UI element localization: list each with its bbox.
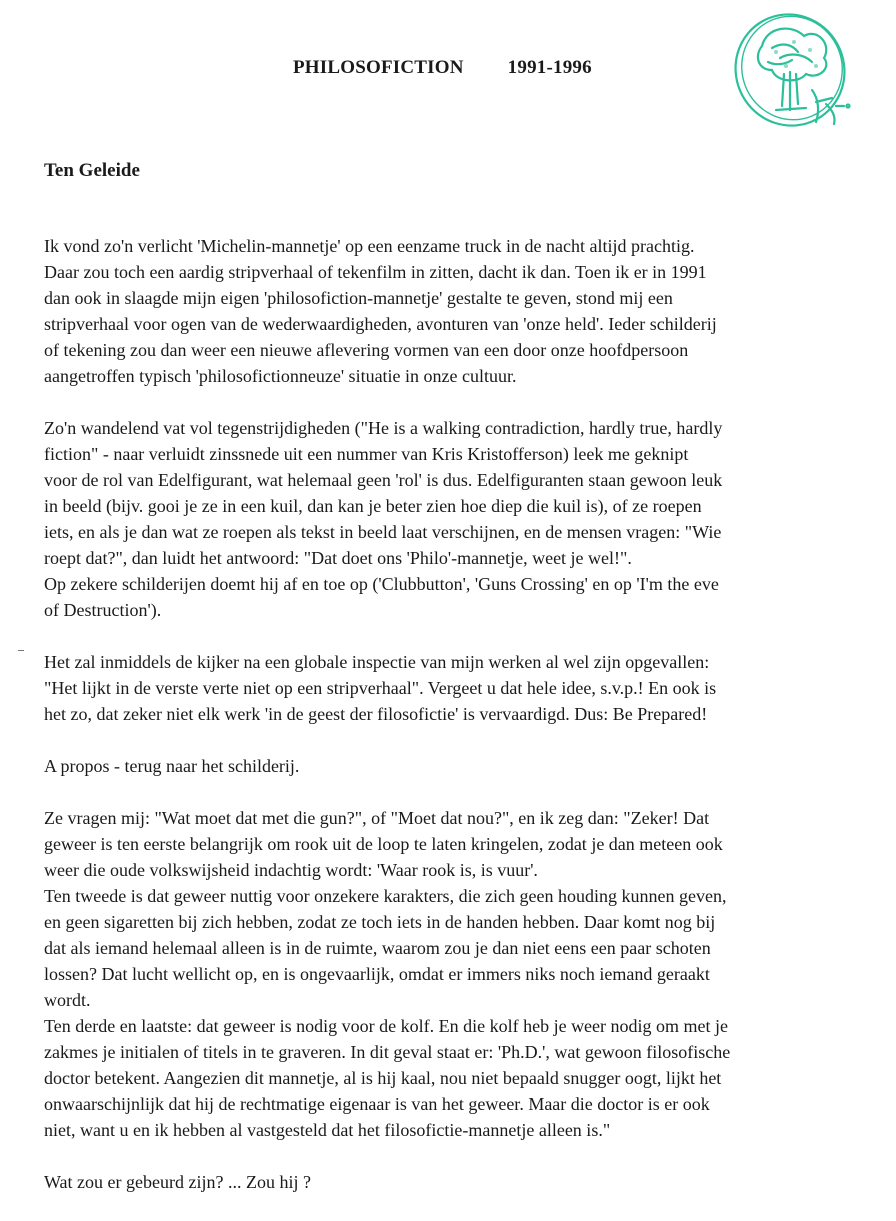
paragraph [44, 233, 872, 389]
text-line: "Het lijkt in de verste verte niet op een stripverhaal". Vergeet u dat hele idee, s.v.p.! En ook is [44, 678, 717, 698]
text-line: dat als iemand helemaal alleen is in de ruimte, waarom zou je dan niet eens een paar schoten [44, 938, 711, 958]
text-line: in beeld (bijv. gooi je ze in een kuil, dan kan je beter zien hoe diep die kuil is), of ze roepen [44, 496, 702, 516]
text-line: weer die oude volkswijsheid indachtig wordt: 'Waar rook is, is vuur'. [44, 860, 538, 880]
text-line: stripverhaal voor ogen van de wederwaardigheden, avonturen van 'onze held'. Ieder schilderij [44, 314, 717, 334]
document-years: 1991-1996 [507, 57, 592, 78]
text-line: roept dat?", dan luidt het antwoord: "Dat doet ons 'Philo'-mannetje, weet je wel!". [44, 548, 632, 568]
text-line: niet, want u en ik hebben al vastgesteld dat het filosofictie-mannetje alleen is." [44, 1120, 611, 1140]
text-line: iets, en als je dan wat ze roepen als tekst in beeld laat verschijnen, en de mensen vragen: "Wie [44, 522, 722, 542]
text-line: het zo, dat zeker niet elk werk 'in de geest der filosofictie' is vervaardigd. Dus: Be Prepared! [44, 704, 708, 724]
text-line: dan ook in slaagde mijn eigen 'philosofiction-mannetje' gestalte te geven, stond mij een [44, 288, 673, 308]
document-header [293, 57, 592, 79]
text-line: Het zal inmiddels de kijker na een globale inspectie van mijn werken al wel zijn opgevallen: [44, 652, 710, 672]
document-title: PHILOSOFICTION [293, 57, 464, 78]
text-line: of Destruction'). [44, 600, 162, 620]
text-line: voor de rol van Edelfigurant, wat helemaal geen 'rol' is dus. Edelfiguranten staan gewoon leuk [44, 470, 723, 490]
text-line: Wat zou er gebeurd zijn? ... Zou hij ? [44, 1172, 311, 1192]
margin-mark [18, 650, 24, 651]
text-line: onwaarschijnlijk dat hij de rechtmatige eigenaar is van het geweer. Maar die doctor is er ook [44, 1094, 710, 1114]
paragraph [44, 753, 872, 779]
text-line: geweer is ten eerste belangrijk om rook uit de loop te laten kringelen, zodat je dan meteen ook [44, 834, 723, 854]
text-line: fiction" - naar verluidt zinssnede uit een nummer van Kris Kristofferson) leek me geknipt [44, 444, 689, 464]
text-line: Ten tweede is dat geweer nuttig voor onzekere karakters, die zich geen houding kunnen geven, [44, 886, 727, 906]
text-line: A propos - terug naar het schilderij. [44, 756, 300, 776]
text-line: Daar zou toch een aardig stripverhaal of tekenfilm in zitten, dacht ik dan. Toen ik er in 1991 [44, 262, 707, 282]
text-line: zakmes je initialen of titels in te graveren. In dit geval staat er: 'Ph.D.', wat gewoon filosofische [44, 1042, 731, 1062]
text-line: of tekening zou dan weer een nieuwe aflevering vormen van een door onze hoofdpersoon [44, 340, 689, 360]
paragraph [44, 415, 872, 623]
text-line: wordt. [44, 990, 91, 1010]
tree-globe-logo-icon [732, 6, 862, 138]
text-line: doctor betekent. Aangezien dit mannetje, al is hij kaal, nou niet bepaald snugger oogt, lijkt het [44, 1068, 722, 1088]
paragraph [44, 805, 872, 1143]
text-line: Ten derde en laatste: dat geweer is nodig voor de kolf. En die kolf heb je weer nodig om met je [44, 1016, 729, 1036]
text-line: Ik vond zo'n verlicht 'Michelin-mannetje' op een eenzame truck in de nacht altijd prachtig. [44, 236, 695, 256]
text-line: Zo'n wandelend vat vol tegenstrijdigheden ("He is a walking contradiction, hardly true, hardly [44, 418, 723, 438]
document-body [44, 233, 872, 1221]
text-line: aangetroffen typisch 'philosofictionneuze' situatie in onze cultuur. [44, 366, 517, 386]
text-line: Op zekere schilderijen doemt hij af en toe op ('Clubbutton', 'Guns Crossing' en op 'I'm the eve [44, 574, 719, 594]
paragraph [44, 1169, 872, 1195]
text-line: Ze vragen mij: "Wat moet dat met die gun?", of "Moet dat nou?", en ik zeg dan: "Zeker! Dat [44, 808, 710, 828]
text-line: lossen? Dat lucht wellicht op, en is ongevaarlijk, omdat er immers niks noch iemand geraakt [44, 964, 710, 984]
section-title: Ten Geleide [44, 160, 140, 181]
paragraph [44, 649, 872, 727]
text-line: en geen sigaretten bij zich hebben, zodat ze toch iets in de handen hebben. Daar komt nog bij [44, 912, 716, 932]
